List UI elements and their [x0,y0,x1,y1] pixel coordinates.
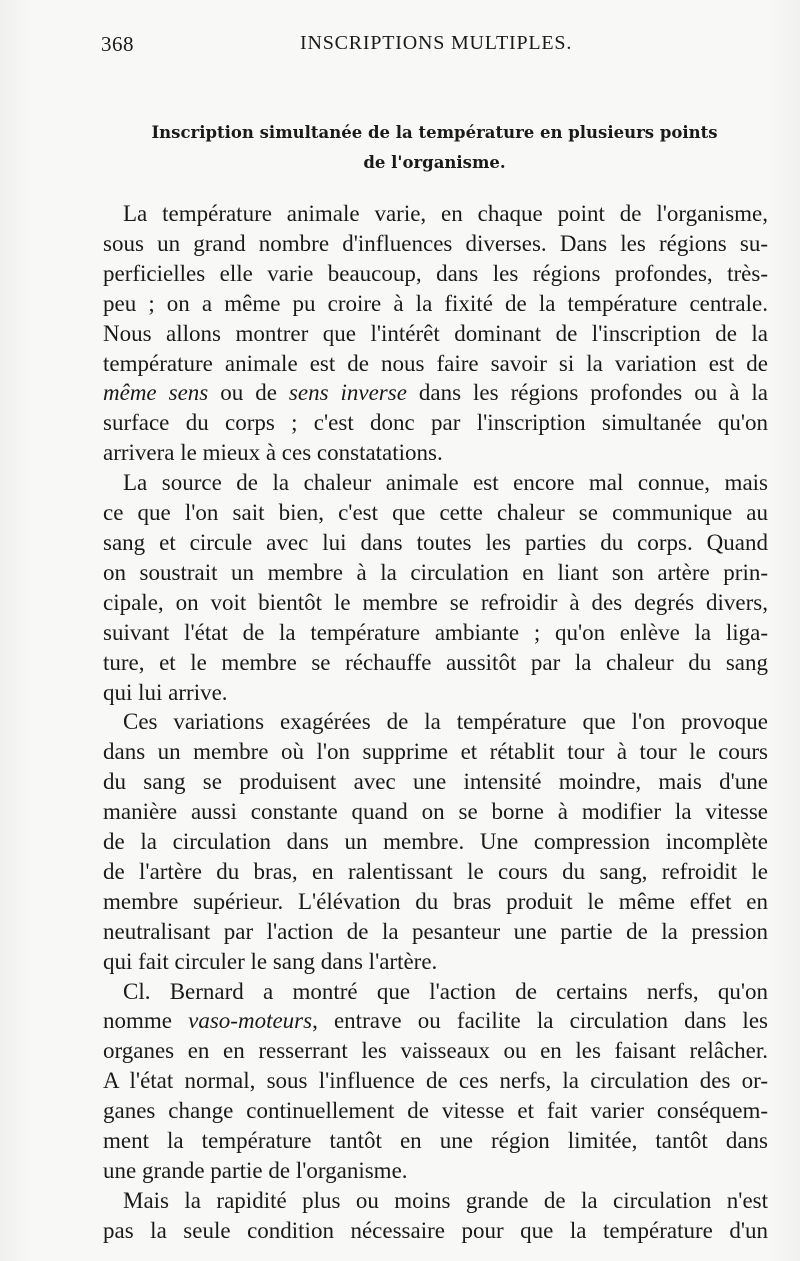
body-text [103,199,768,1246]
text-line: surface du corps ; c'est donc par l'inscription simultanée qu'on [103,410,768,436]
italic-term: vaso-moteurs [188,1008,313,1034]
text-segment: nomme [103,1008,189,1034]
section-title-line-2: de l'organisme. [363,153,506,172]
text-line: arrivera le mieux à ces constatations. [103,440,443,466]
text-line: A l'état normal, sous l'influence de ces nerfs, la circulation des or- [103,1068,768,1094]
text-line: manière aussi constante quand on se borne à modifier la vitesse [103,799,768,825]
page-number: 368 [101,32,134,56]
running-title: INSCRIPTIONS MULTIPLES. [300,32,573,54]
paragraph [103,468,768,707]
text-line: La source de la chaleur animale est encore mal connue, mais [123,470,768,496]
paragraph [103,1186,768,1246]
italic-term: même sens [103,380,209,406]
italic-term: sens inverse [288,380,407,406]
paragraph [103,707,768,976]
text-line: du sang se produisent avec une intensité moindre, mais d'une [103,769,768,795]
paragraph [103,977,768,1186]
text-segment: ou de [208,380,289,406]
text-line: sang et circule avec lui dans toutes les parties du corps. Quand [103,529,768,555]
text-line: une grande partie de l'organisme. [103,1158,408,1183]
text-line: qui lui arrive. [103,679,228,705]
text-line: ment la température tantôt en une région limitée, tantôt dans [103,1128,768,1154]
text-line: Ces variations exagérées de la température que l'on provoque [123,709,768,735]
text-line: Nous allons montrer que l'intérêt dominant de l'inscription de la [103,320,768,346]
text-line: de l'artère du bras, en ralentissant le cours du sang, refroidit le [103,858,768,884]
text-line: Mais la rapidité plus ou moins grande de la circulation n'est [123,1187,768,1213]
text-segment: dans les régions profondes ou à la [406,380,769,406]
text-line: pas la seule condition nécessaire pour que la température d'un [103,1217,768,1243]
text-line [103,378,768,408]
text-line [103,1006,768,1036]
text-line: perficielles elle varie beaucoup, dans les régions profondes, très- [103,260,768,286]
text-line: peu ; on a même pu croire à la fixité de la température centrale. [103,290,768,316]
text-line: La température animale varie, en chaque point de l'organisme, [123,201,768,226]
text-line: ture, et le membre se réchauffe aussitôt par la chaleur du sang [103,649,768,675]
text-line: suivant l'état de la température ambiante ; qu'on enlève la liga- [103,619,768,645]
text-line: membre supérieur. L'élévation du bras produit le même effet en [103,888,768,914]
section-title [102,118,767,178]
text-line: sous un grand nombre d'influences diverses. Dans les régions su- [103,230,768,256]
text-line: dans un membre où l'on supprime et rétablit tour à tour le cours [103,739,768,765]
text-line: de la circulation dans un membre. Une compression incomplète [103,829,768,855]
text-line: on soustrait un membre à la circulation en liant son artère prin- [103,559,768,585]
text-line: Cl. Bernard a montré que l'action de certains nerfs, qu'on [123,978,768,1004]
text-line: température animale est de nous faire savoir si la variation est de [103,350,768,376]
text-line: organes en en resserrant les vaisseaux ou en les faisant relâcher. [103,1038,768,1064]
paragraph [103,199,768,468]
text-line: ganes change continuellement de vitesse et fait varier conséquem- [103,1098,768,1124]
section-title-line-1: Inscription simultanée de la température en plusieurs points [151,123,718,142]
text-line: cipale, on voit bientôt le membre se refroidir à des degrés divers, [103,589,768,615]
text-line: qui fait circuler le sang dans l'artère. [103,948,438,974]
text-line: ce que l'on sait bien, c'est que cette chaleur se communique au [103,500,768,526]
text-line: neutralisant par l'action de la pesanteur une partie de la pression [103,918,768,944]
text-segment: , entrave ou facilite la circulation dans les [312,1008,768,1034]
